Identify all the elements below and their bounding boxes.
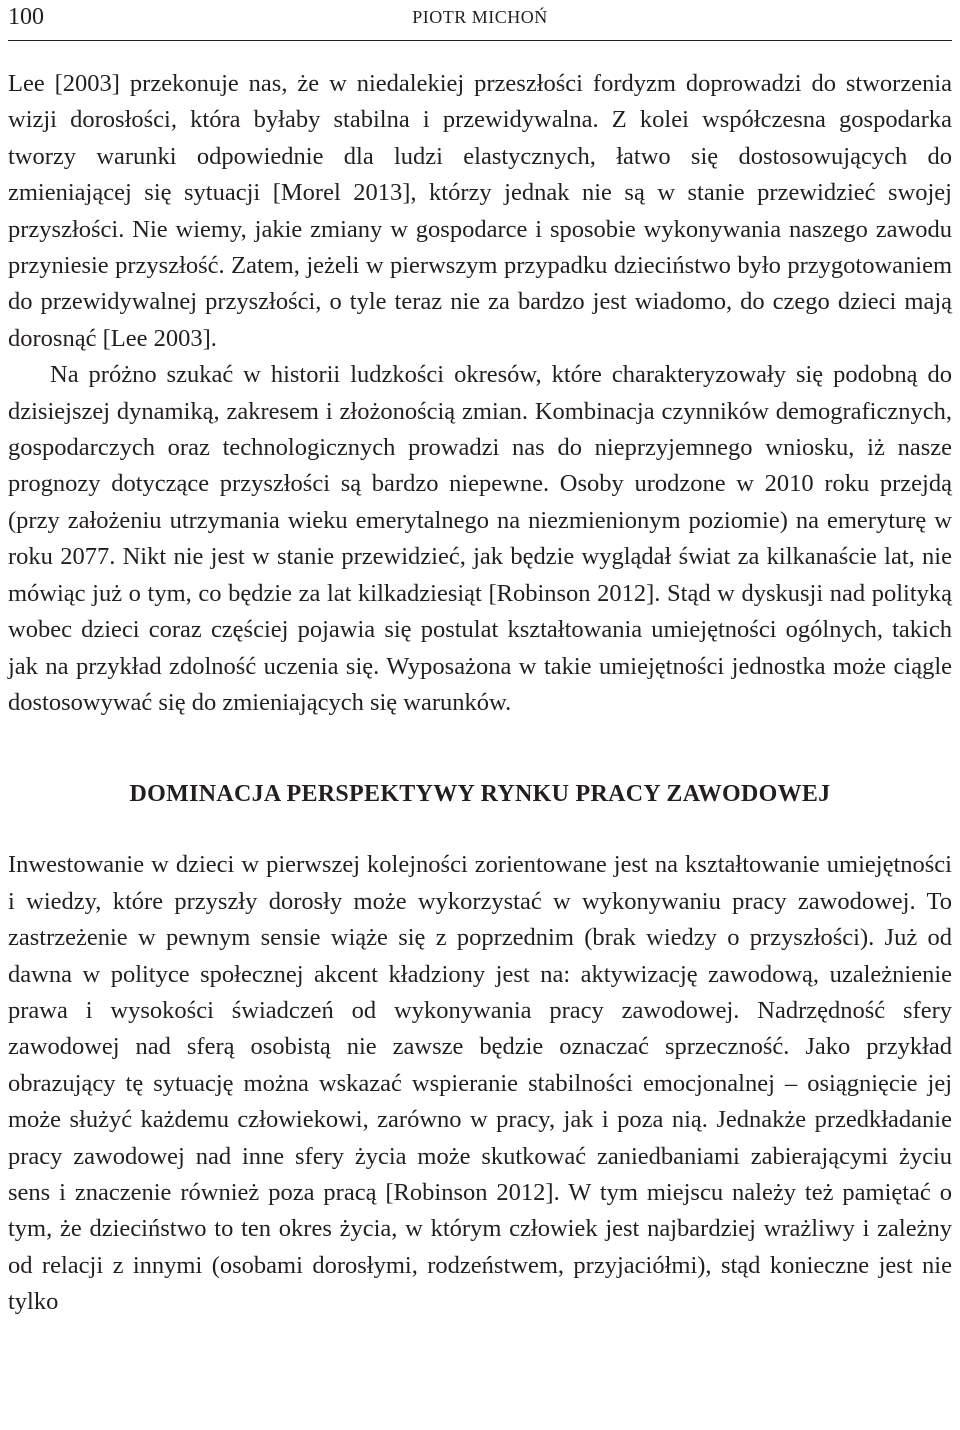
running-head [8, 0, 952, 41]
paragraph-2: Na próżno szukać w historii ludzkości okresów, które charakteryzowały się podobną do dzisiejszej dynamiką, zakresem i złożonością zmian. Kombinacja czynników demograficznych, gospodarczych oraz technologicznych prowadzi nas do nieprzyjemnego wniosku, iż nasze prognozy dotyczące przyszłości są bardzo niepewne. Osoby urodzone w 2010 roku przejdą (przy założeniu utrzymania wieku emerytalnego na niezmienionym poziomie) na emeryturę w roku 2077. Nikt nie jest w stanie przewidzieć, jak będzie wyglądał świat za kilkanaście lat, nie mówiąc już o tym, co będzie za lat kilkadziesiąt [Robinson 2012]. Stąd w dyskusji nad polityką wobec dzieci coraz częściej pojawia się postulat kształtowania umiejętności ogólnych, takich jak na przykład zdolność uczenia się. Wyposażona w takie umiejętności jednostka może ciągle dostosowywać się do zmieniających się warunków. [8, 361, 952, 716]
page-number: 100 [8, 4, 44, 30]
running-title-author: PIOTR MICHOŃ [412, 7, 548, 27]
body-text [8, 66, 952, 1321]
section-heading: DOMINACJA PERSPEKTYWY RYNKU PRACY ZAWODOWEJ [129, 781, 831, 808]
paragraph-1: Lee [2003] przekonuje nas, że w niedalekiej przeszłości fordyzm doprowadzi do stworzenia wizji dorosłości, która byłaby stabilna i przewidywalna. Z kolei współczesna gospodarka tworzy warunki odpowiednie dla ludzi elastycznych, łatwo się dostosowujących do zmieniającej się sytuacji [Morel 2013], którzy jednak nie są w stanie przewidzieć swojej przyszłości. Nie wiemy, jakie zmiany w gospodarce i sposobie wykonywania naszego zawodu przyniesie przyszłość. Zatem, jeżeli w pierwszym przypadku dzieciństwo było przygotowaniem do przewidywalnej przyszłości, o tyle teraz nie za bardzo jest wiadomo, do czego dzieci mają dorosnąć [Lee 2003]. [8, 70, 952, 352]
paragraph-3: Inwestowanie w dzieci w pierwszej kolejności zorientowane jest na kształtowanie umiejętności i wiedzy, które przyszły dorosły może wykorzystać w wykonywaniu pracy zawodowej. To zastrzeżenie w pewnym sensie wiąże się z poprzednim (brak wiedzy o przyszłości). Już od dawna w polityce społecznej akcent kładziony jest na: aktywizację zawodową, uzależnienie prawa i wysokości świadczeń od wykonywania pracy zawodowej. Nadrzędność sfery zawodowej nad sferą osobistą nie zawsze będzie oznaczać sprzeczność. Jako przykład obrazujący tę sytuację można wskazać wspieranie stabilności emocjonalnej – osiągnięcie jej może służyć każdemu człowiekowi, zarówno w pracy, jak i poza nią. Jednakże przedkładanie pracy zawodowej nad inne sfery życia może skutkować zaniedbaniami zabierającymi życiu sens i znaczenie również poza pracą [Robinson 2012]. W tym miejscu należy też pamiętać o tym, że dzieciństwo to ten okres życia, w którym człowiek jest najbardziej wrażliwy i zależny od relacji z innymi (osobami dorosłymi, rodzeństwem, przyjaciółmi), stąd konieczne jest nie tylko [8, 851, 952, 1316]
book-page [8, 0, 952, 1321]
